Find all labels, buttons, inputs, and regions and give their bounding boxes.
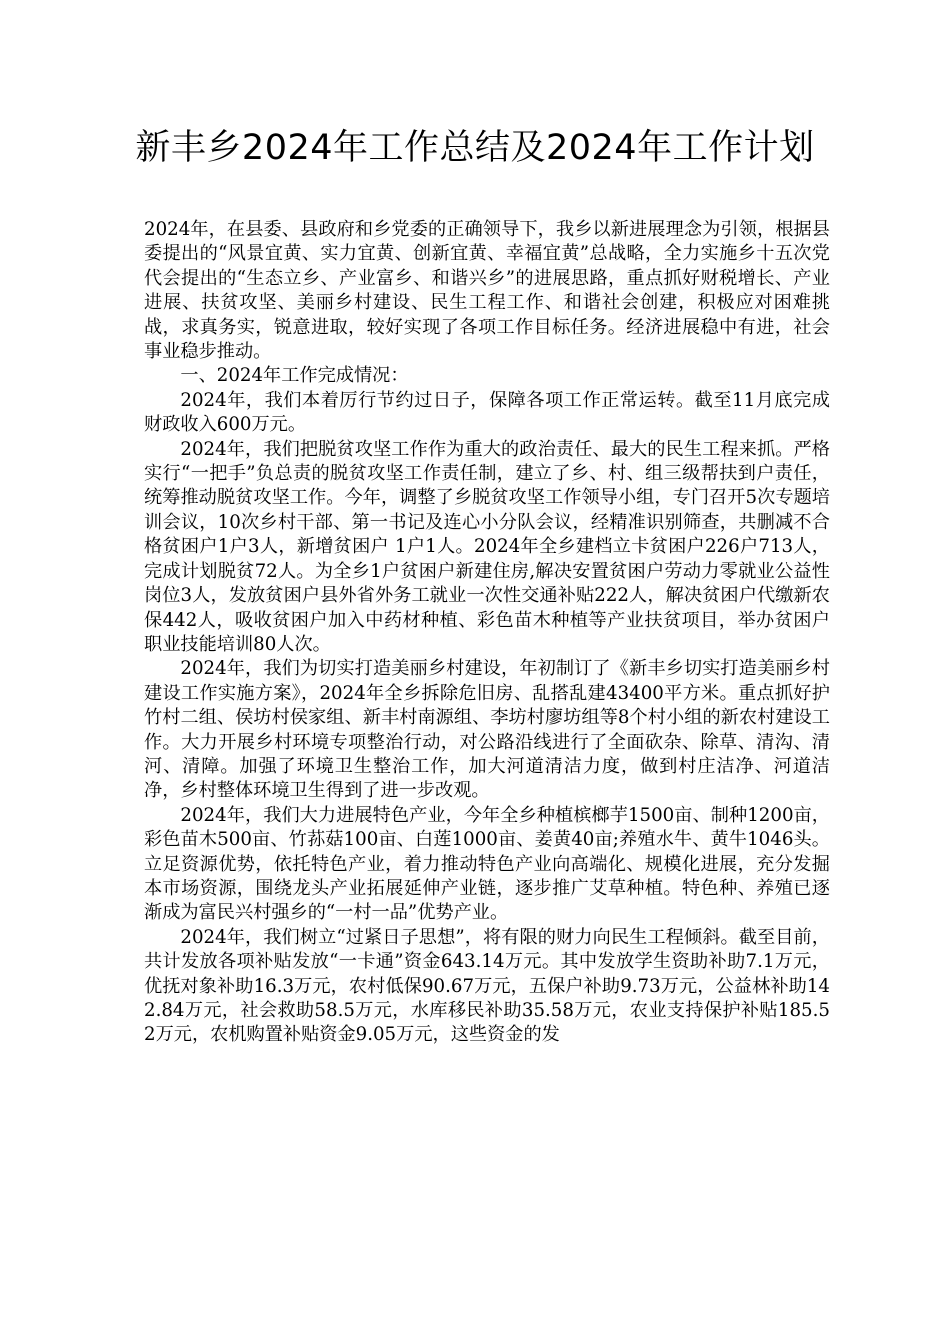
paragraph-finance: 2024年，我们本着厉行节约过日子，保障各项工作正常运转。截至11月底完成财政收入600万元。 (144, 389, 830, 436)
paragraph-characteristic-industry: 2024年，我们大力进展特色产业，今年全乡种植槟榔芋1500亩、制种1200亩，彩色苗木500亩、竹荪菇100亩、白莲1000亩、姜黄40亩;养殖水牛、黄牛1046头。立足资源优势，依托特色产业，着力推动特色产业向高端化、规模化进展，充分发掘本市场资源，围绕龙头产业拓展延伸产业链，逐步推广艾草种植。特色种、养殖已逐渐成为富民兴村强乡的“一村一品”优势产业。 (144, 804, 830, 924)
document-title: 新丰乡2024年工作总结及2024年工作计划 (135, 128, 815, 168)
section-heading-1: 一、2024年工作完成情况： (180, 365, 409, 387)
document-body (144, 218, 830, 1048)
paragraph-intro: 2024年，在县委、县政府和乡党委的正确领导下，我乡以新进展理念为引领，根据县委提出的“风景宜黄、实力宜黄、创新宜黄、幸福宜黄”总战略，全力实施乡十五次党代会提出的“生态立乡、产业富乡、和谐兴乡”的进展思路，重点抓好财税增长、产业进展、扶贫攻坚、美丽乡村建设、民生工程工作、和谐社会创建，积极应对困难挑战，求真务实，锐意进取，较好实现了各项工作目标任务。经济进展稳中有进，社会事业稳步推动。 (144, 219, 830, 363)
paragraph-beautiful-village: 2024年，我们为切实打造美丽乡村建设，年初制订了《新丰乡切实打造美丽乡村建设工作实施方案》，2024年全乡拆除危旧房、乱搭乱建43400平方米。重点抓好护竹村二组、侯坊村侯家组、新丰村南源组、李坊村廖坊组等8个村小组的新农村建设工作。大力开展乡村环境专项整治行动，对公路沿线进行了全面砍杂、除草、清沟、清河、清障。加强了环境卫生整治工作，加大河道清洁力度，做到村庄洁净、河道洁净，乡村整体环境卫生得到了进一步改观。 (144, 658, 830, 802)
paragraph-poverty-alleviation: 2024年，我们把脱贫攻坚工作作为重大的政治责任、最大的民生工程来抓。严格实行“一把手”负总责的脱贫攻坚工作责任制，建立了乡、村、组三级帮扶到户责任，统筹推动脱贫攻坚工作。今年，调整了乡脱贫攻坚工作领导小组，专门召开5次专题培训会议，10次乡村干部、第一书记及连心小分队会议，经精准识别筛查，共删减不合格贫困户1户3人，新增贫困户 1户1人。2024年全乡建档立卡贫困户226户713人，完成计划脱贫72人。为全乡1户贫困户新建住房,解决安置贫困户劳动力零就业公益性岗位3人，发放贫困户县外省外务工就业一次性交通补贴222人，解决贫困户代缴新农保442人，吸收贫困户加入中药材种植、彩色苗木种植等产业扶贫项目，举办贫困户职业技能培训80人次。 (144, 438, 830, 655)
paragraph-livelihood: 2024年，我们树立“过紧日子思想”，将有限的财力向民生工程倾斜。截至目前，共计发放各项补贴发放“一卡通”资金643.14万元。其中发放学生资助补助7.1万元，优抚对象补助16.3万元，农村低保90.67万元，五保户补助9.73万元，公益林补助142.84万元，社会救助58.5万元，水库移民补助35.58万元，农业支持保护补贴185.52万元，农机购置补贴资金9.05万元，这些资金的发 (144, 926, 830, 1046)
